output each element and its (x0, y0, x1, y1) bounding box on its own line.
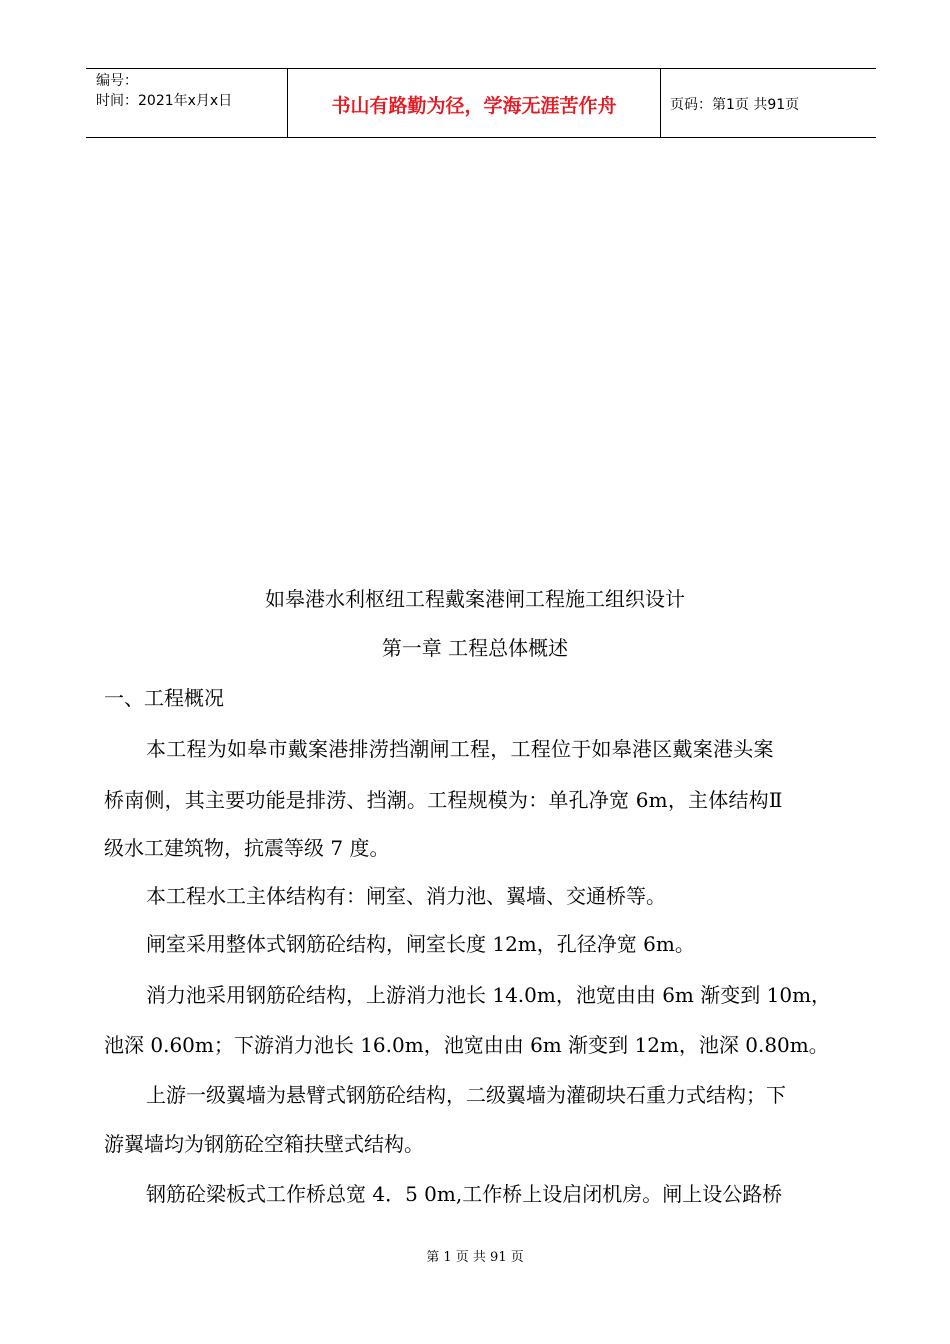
paragraph-line: 桥南侧，其主要功能是排涝、挡潮。工程规模为：单孔净宽 6m，主体结构Ⅱ (104, 788, 783, 812)
header-motto: 书山有路勤为径，学海无涯苦作舟 (331, 95, 617, 117)
document-title: 如皋港水利枢纽工程戴案港闸工程施工组织设计 (265, 587, 685, 611)
section-heading: 一、工程概况 (104, 686, 224, 710)
paragraph-line: 钢筋砼梁板式工作桥总宽 4．5 0m,工作桥上设启闭机房。闸上设公路桥 (146, 1182, 783, 1206)
header-page-info: 页码：第1页 共91页 (670, 97, 800, 113)
paragraph-line: 游翼墙均为钢筋砼空箱扶壁式结构。 (104, 1132, 424, 1156)
header-meta (96, 71, 232, 111)
paragraph-line: 池深 0.60m；下游消力池长 16.0m，池宽由由 6m 渐变到 12m，池深 0.80m。 (104, 1033, 829, 1057)
page-footer: 第 1 页 共 91 页 (426, 1250, 524, 1265)
chapter-heading: 第一章 工程总体概述 (381, 636, 569, 660)
paragraph-line: 消力池采用钢筋砼结构，上游消力池长 14.0m，池宽由由 6m 渐变到 10m， (146, 983, 832, 1007)
number-label: 编号： (96, 73, 138, 89)
paragraph-line: 本工程水工主体结构有：闸室、消力池、翼墙、交通桥等。 (146, 884, 666, 908)
paragraph-line: 级水工建筑物，抗震等级 7 度。 (104, 836, 390, 860)
time-label: 时间：2021年x月x日 (96, 93, 233, 109)
page-header (86, 68, 876, 138)
paragraph-line: 上游一级翼墙为悬臂式钢筋砼结构，二级翼墙为灌砌块石重力式结构；下 (146, 1083, 786, 1107)
paragraph-line: 闸室采用整体式钢筋砼结构，闸室长度 12m，孔径净宽 6m。 (146, 932, 695, 956)
paragraph-line: 本工程为如皋市戴案港排涝挡潮闸工程，工程位于如皋港区戴案港头案 (146, 737, 774, 761)
header-divider (660, 69, 661, 137)
